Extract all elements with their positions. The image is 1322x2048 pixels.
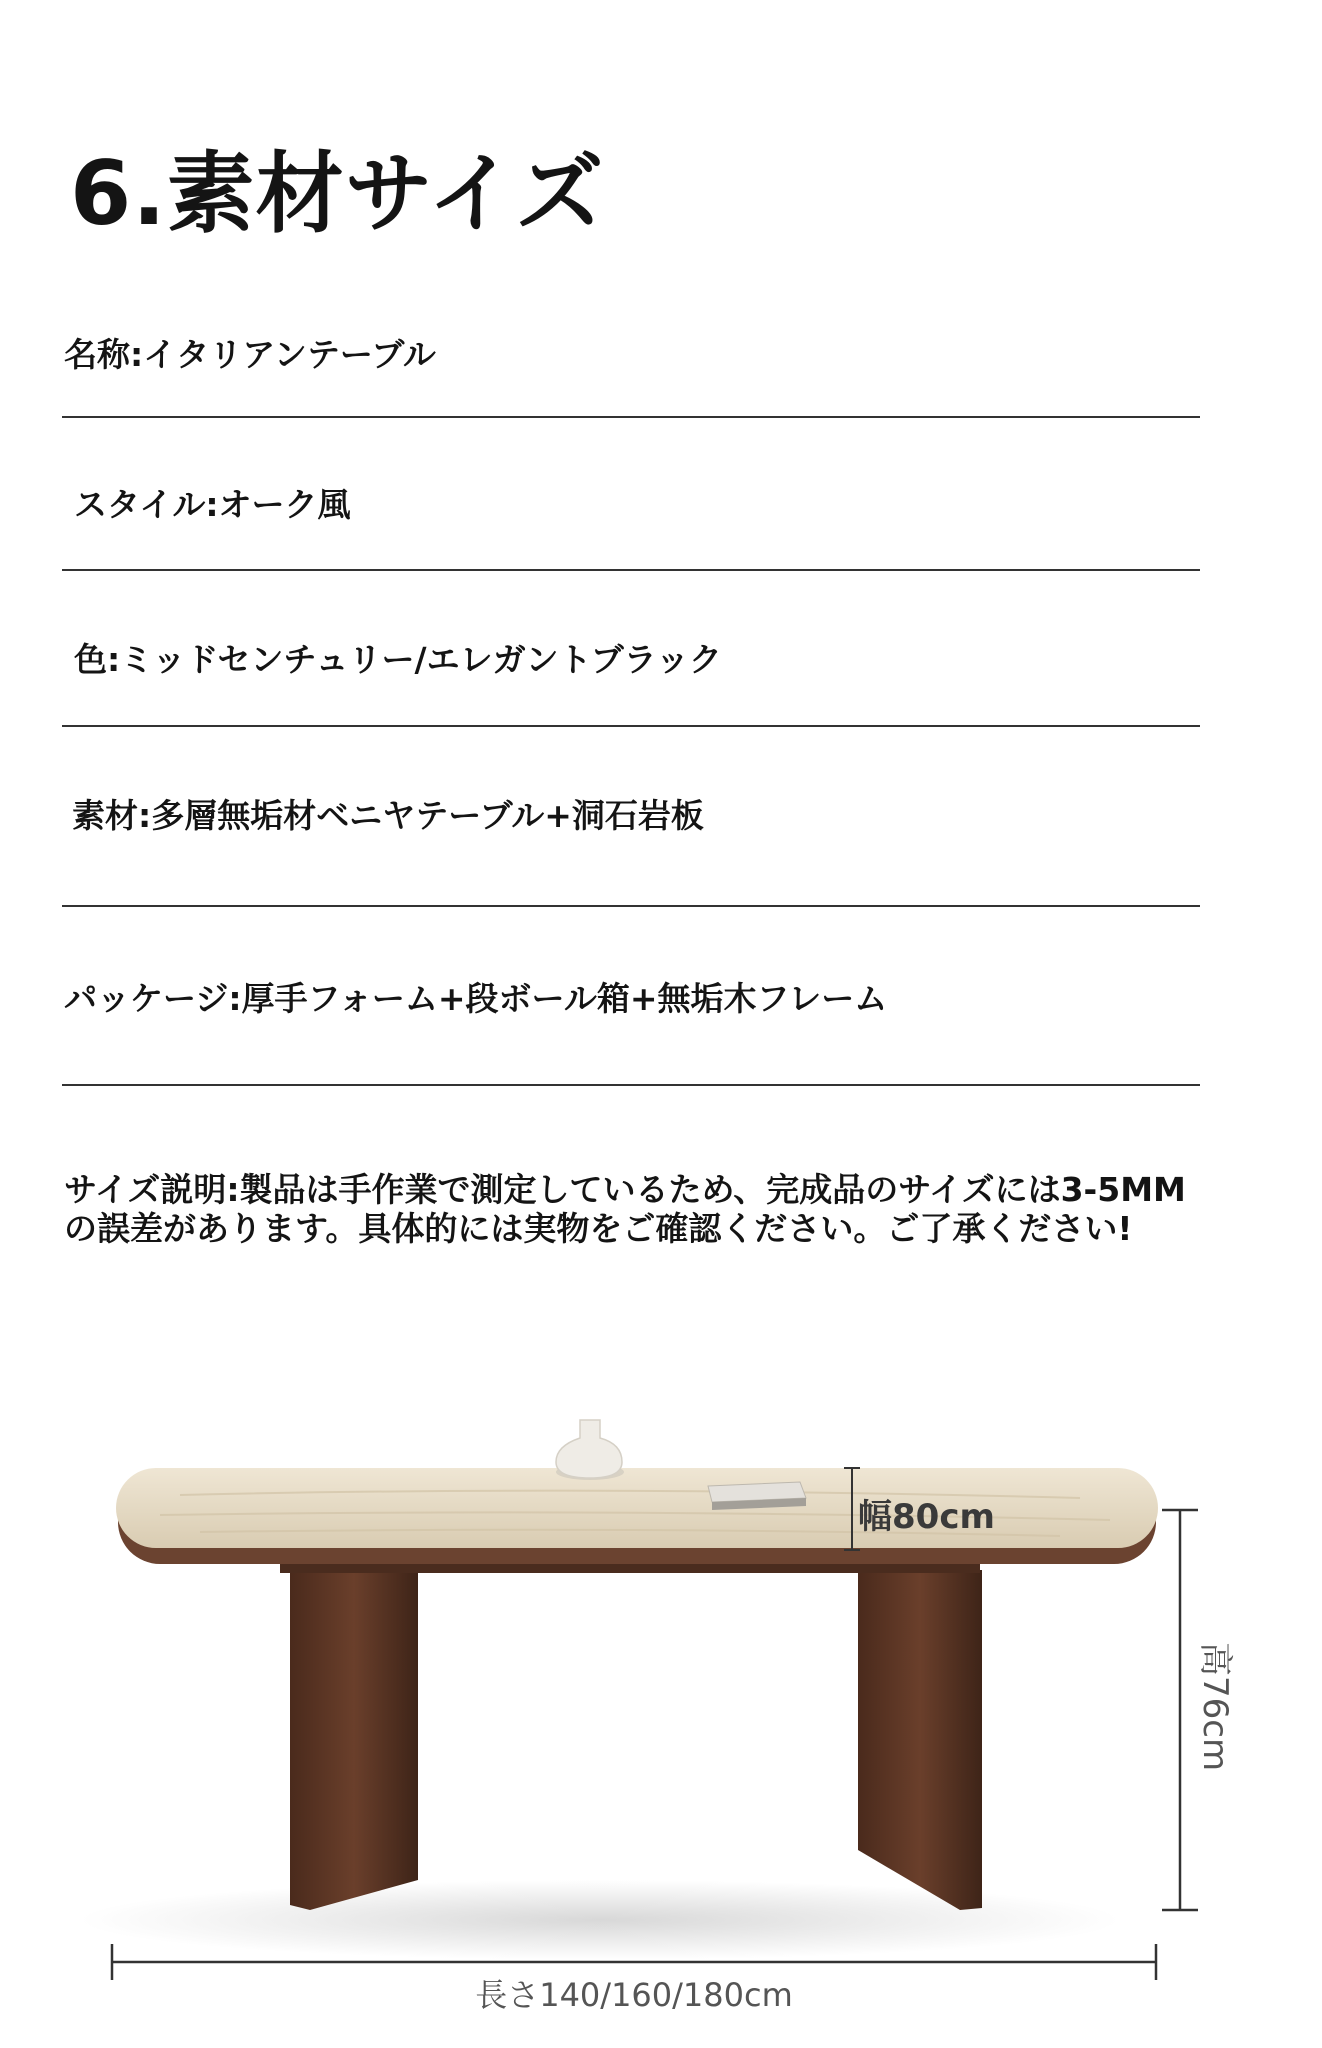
length-label: 長さ140/160/180cm xyxy=(475,1976,793,2014)
spec-color: 色:ミッドセンチュリー/エレガントブラック xyxy=(74,640,722,679)
table-leg-left xyxy=(290,1570,418,1910)
divider xyxy=(62,905,1200,907)
width-label: 幅80cm xyxy=(858,1497,995,1537)
divider xyxy=(62,416,1200,418)
tabletop xyxy=(116,1468,1158,1548)
divider xyxy=(62,569,1200,571)
vase xyxy=(556,1420,622,1478)
table-leg-right xyxy=(858,1570,982,1910)
table-illustration xyxy=(0,1380,1322,2048)
size-note: サイズ説明:製品は手作業で測定しているため、完成品のサイズには3-5MMの誤差があります。具体的には実物をご確認ください。ご了承ください! xyxy=(64,1170,1186,1249)
divider xyxy=(62,725,1200,727)
spec-name: 名称:イタリアンテーブル xyxy=(64,335,436,374)
page-title: 6.素材サイズ xyxy=(70,142,605,245)
spec-style: スタイル:オーク風 xyxy=(74,485,351,524)
spec-package: パッケージ:厚手フォーム+段ボール箱+無垢木フレーム xyxy=(64,979,888,1018)
spec-material: 素材:多層無垢材ベニヤテーブル+洞石岩板 xyxy=(72,796,704,835)
divider xyxy=(62,1084,1200,1086)
height-label: 高76cm xyxy=(1195,1642,1235,1772)
